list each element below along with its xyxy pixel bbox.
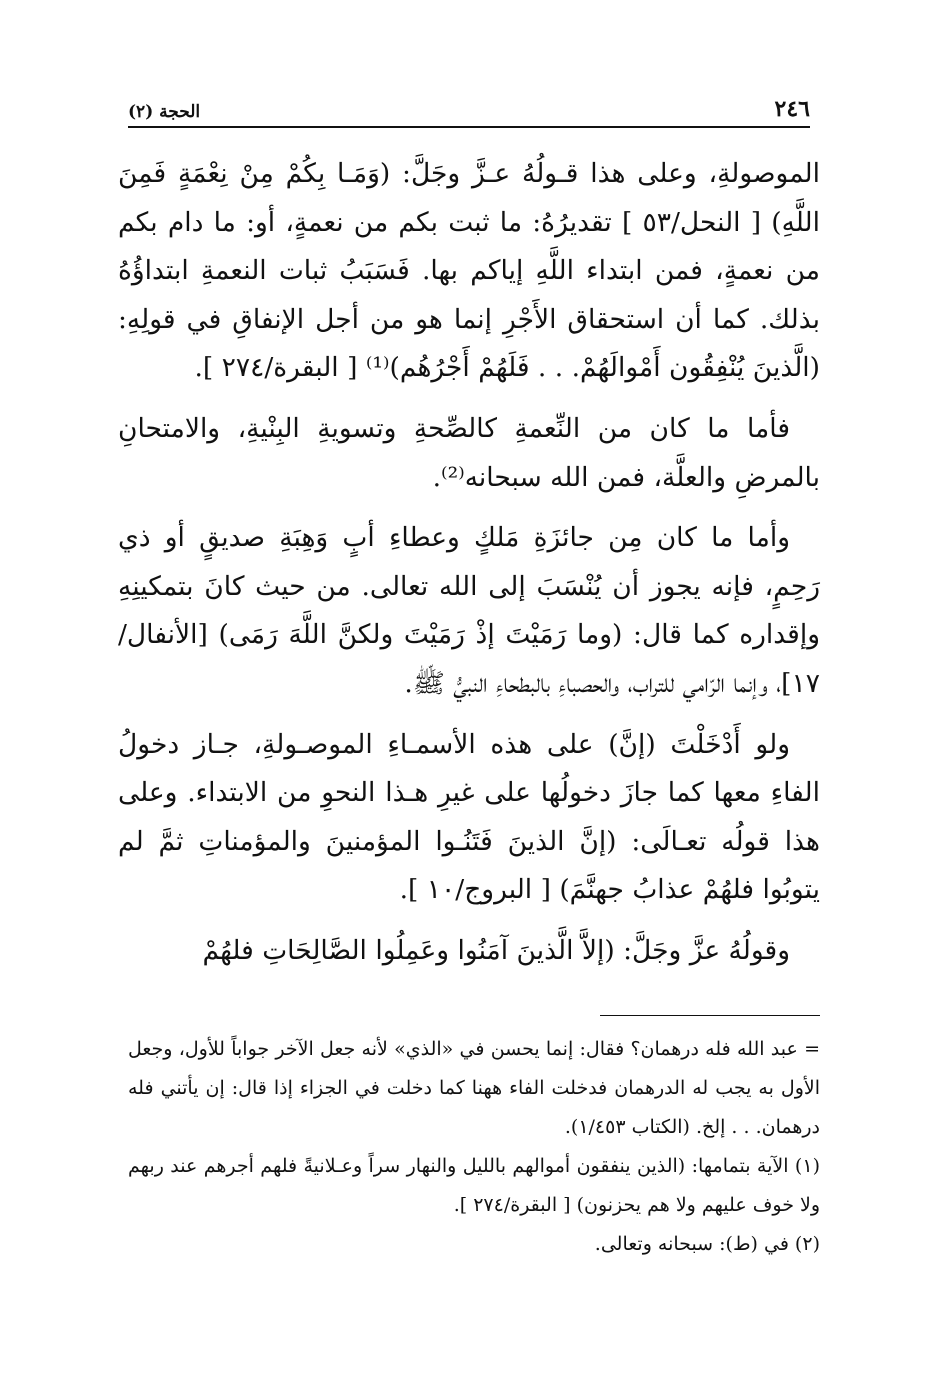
footnote-divider xyxy=(600,1015,820,1016)
paragraph: فأما ما كان من النِّعمةِ كالصِّحةِ وتسويةِ البِنْيةِ، والامتحانِ بالمرضِ والعلَّة، فمن الله سبحانه⁽²⁾. xyxy=(118,412,820,493)
page-number: ٢٤٦ xyxy=(774,96,810,122)
footnote-2: (٢) في (ط): سبحانه وتعالى. xyxy=(594,1233,820,1255)
footnote-1: (١) الآية بتمامها: (الذين ينفقون أموالهم بالليل والنهار سراً وعـلانيةً فلهم أجرهم عند ربهم ولا خوف عليهم ولا هم يحزنون) [ البقرة/٢٧٤ ]. xyxy=(128,1155,820,1216)
running-header xyxy=(128,88,810,128)
book-title: الحجة (٢) xyxy=(128,102,201,122)
main-text xyxy=(118,150,820,988)
paragraph: الموصولةِ، وعلى هذا قـولُهُ عـزَّ وجَلَّ: (وَمَـا بِكُمْ مِنْ نِعْمَةٍ فَمِنَ اللَّهِ) [ النحل/٥٣ ] تقديرُهُ: ما ثبت بكم من نعمةٍ، أو: ما دام بكم من نعمةٍ، فمن ابتداء اللَّهِ إياكم بها. فَسَبَبُ ثبات النعمةِ ابتداؤُهُ بذلك. كما أن استحقاق الأَجْرِ إنما هو من أجل الإنفاقِ في قولِهِ: (الَّذينَ يُنْفِقُون أَمْوالَهُمْ. . . فَلَهُمْ أَجْرُهُم)⁽¹⁾ [ البقرة/٢٧٤ ]. xyxy=(118,158,820,384)
paragraph: وقولُهُ عزَّ وجَلَّ: (إلاَّ الَّذينَ آمَنُوا وعَمِلُوا الصَّالِحَاتِ فلهُمْ xyxy=(202,934,790,966)
paragraph: وأما ما كان مِن جائزَةِ مَلكٍ وعطاءِ أبٍ وَهِبَةِ صديقٍ أو ذي رَحِمٍ، فإنه يجوز أن يُنْسَبَ إلى الله تعالى. من حيث كانَ بتمكينِهِ وإقداره كما قال: (وما رَمَيْتَ إذْ رَمَيْتَ ولكنَّ اللَّهَ رَمَى) [الأنفال/١٧]، وإنما الرّامي للتراب، والحصباءِ بالبطحاءِ النبيُّ ﷺ. xyxy=(118,522,820,699)
footnotes xyxy=(128,1030,820,1264)
paragraph: ولو أَدْخَلْتَ (إنَّ) على هذه الأسمـاءِ الموصـولةِ، جـاز دخولُ الفاءِ معها كما جازَ دخولُها على غيرِ هـذا النحوِ من الابتداء. وعلى هذا قولُه تعـالَى: (إنَّ الذينَ فَتَنُـوا المؤمنينَ والمؤمناتِ ثمَّ لم يتوبُوا فلهُمْ عذابُ جهنَّمَ) [ البروج/١٠ ]. xyxy=(118,728,820,906)
footnote-continuation: = عبد الله فله درهمان؟ فقال: إنما يحسن في «الذي» لأنه جعل الآخر جواباً للأول، وجعل الأول به يجب له الدرهمان فدخلت الفاء ههنا كما دخلت في الجزاء إذا قال: إن يأتني فله درهمان. . . إلخ. (الكتاب ١/٤٥٣). xyxy=(128,1038,820,1138)
